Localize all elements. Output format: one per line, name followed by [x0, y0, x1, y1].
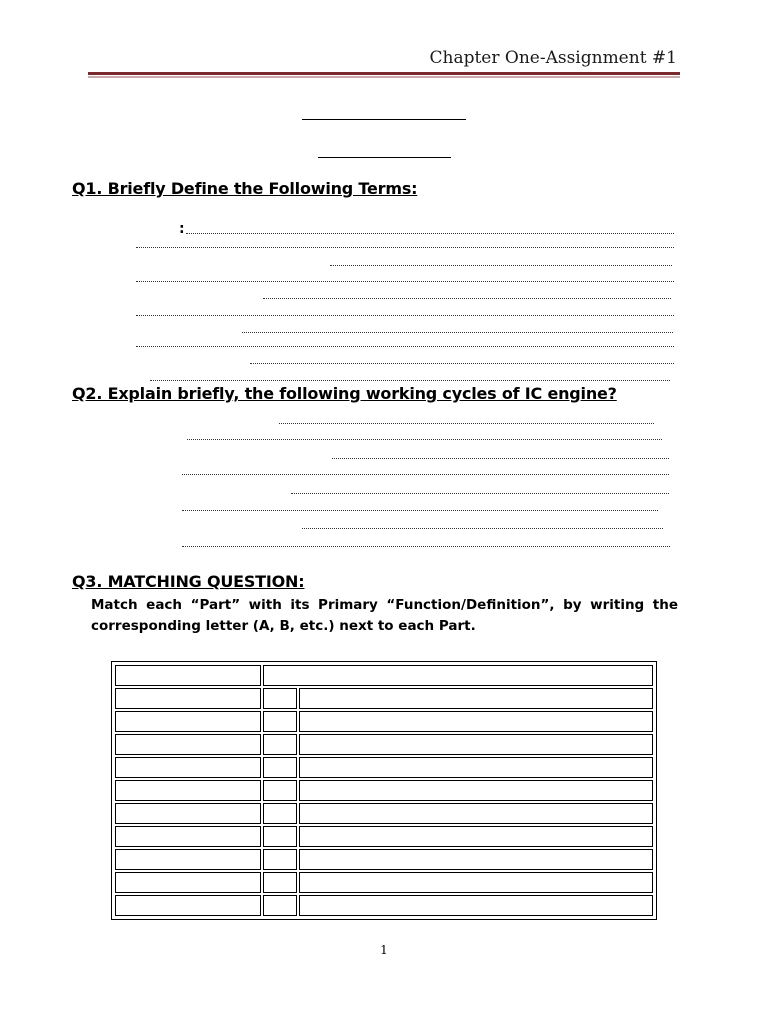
- part-cell: [115, 711, 261, 732]
- page-header-title: Chapter One-Assignment #1: [429, 48, 677, 68]
- definition-cell: [299, 803, 653, 824]
- header-rule: [88, 72, 680, 75]
- definition-cell: [299, 734, 653, 755]
- answer-line[interactable]: [150, 380, 670, 381]
- part-header-cell: [115, 665, 261, 686]
- table-row: [115, 757, 653, 778]
- definition-cell: [299, 688, 653, 709]
- letter-answer-cell[interactable]: [263, 803, 297, 824]
- answer-line[interactable]: [332, 458, 669, 459]
- definition-cell: [299, 711, 653, 732]
- letter-answer-cell[interactable]: [263, 826, 297, 847]
- q1-heading: Q1. Briefly Define the Following Terms:: [72, 179, 418, 198]
- answer-line[interactable]: [182, 510, 658, 511]
- table-row: [115, 849, 653, 870]
- table-row: [115, 711, 653, 732]
- q2-heading: Q2. Explain briefly, the following working cycles of IC engine?: [72, 384, 617, 403]
- part-cell: [115, 803, 261, 824]
- answer-line[interactable]: [242, 332, 673, 333]
- letter-answer-cell[interactable]: [263, 688, 297, 709]
- table-row: [115, 895, 653, 916]
- letter-answer-cell[interactable]: [263, 849, 297, 870]
- q1-colon: :: [179, 221, 185, 237]
- letter-answer-cell[interactable]: [263, 711, 297, 732]
- matching-table: [111, 661, 657, 920]
- part-cell: [115, 757, 261, 778]
- definition-cell: [299, 895, 653, 916]
- letter-answer-cell[interactable]: [263, 734, 297, 755]
- definition-cell: [299, 872, 653, 893]
- definition-cell: [299, 826, 653, 847]
- page-number: 1: [380, 943, 388, 957]
- answer-line[interactable]: [136, 247, 674, 248]
- part-cell: [115, 895, 261, 916]
- table-row: [115, 688, 653, 709]
- letter-answer-cell[interactable]: [263, 757, 297, 778]
- answer-line[interactable]: [136, 281, 674, 282]
- table-row: [115, 826, 653, 847]
- answer-line[interactable]: [330, 265, 672, 266]
- answer-line[interactable]: [136, 315, 674, 316]
- letter-answer-cell[interactable]: [263, 780, 297, 801]
- answer-line[interactable]: [279, 423, 654, 424]
- table-row: [115, 872, 653, 893]
- table-row: [115, 803, 653, 824]
- subtitle-blank-line: [318, 157, 451, 158]
- table-header-row: [115, 665, 653, 686]
- definition-cell: [299, 849, 653, 870]
- answer-line[interactable]: [250, 363, 674, 364]
- function-header-cell: [263, 665, 653, 686]
- part-cell: [115, 849, 261, 870]
- definition-cell: [299, 780, 653, 801]
- table-row: [115, 780, 653, 801]
- answer-line[interactable]: [291, 493, 669, 494]
- answer-line[interactable]: [182, 546, 670, 547]
- part-cell: [115, 872, 261, 893]
- q3-instructions: Match each “Part” with its Primary “Function/Definition”, by writing the corresponding letter (A, B, etc.) next to each Part.: [91, 597, 678, 634]
- part-cell: [115, 688, 261, 709]
- answer-line[interactable]: [136, 346, 674, 347]
- answer-line[interactable]: [302, 528, 663, 529]
- part-cell: [115, 734, 261, 755]
- definition-cell: [299, 757, 653, 778]
- answer-line[interactable]: [263, 298, 671, 299]
- header-rule-shadow: [88, 76, 680, 78]
- letter-answer-cell[interactable]: [263, 895, 297, 916]
- answer-line[interactable]: [186, 233, 674, 234]
- answer-line[interactable]: [187, 439, 662, 440]
- table-row: [115, 734, 653, 755]
- part-cell: [115, 780, 261, 801]
- letter-answer-cell[interactable]: [263, 872, 297, 893]
- q3-heading: Q3. MATCHING QUESTION:: [72, 572, 305, 591]
- answer-line[interactable]: [182, 474, 669, 475]
- title-blank-line: [302, 119, 466, 120]
- part-cell: [115, 826, 261, 847]
